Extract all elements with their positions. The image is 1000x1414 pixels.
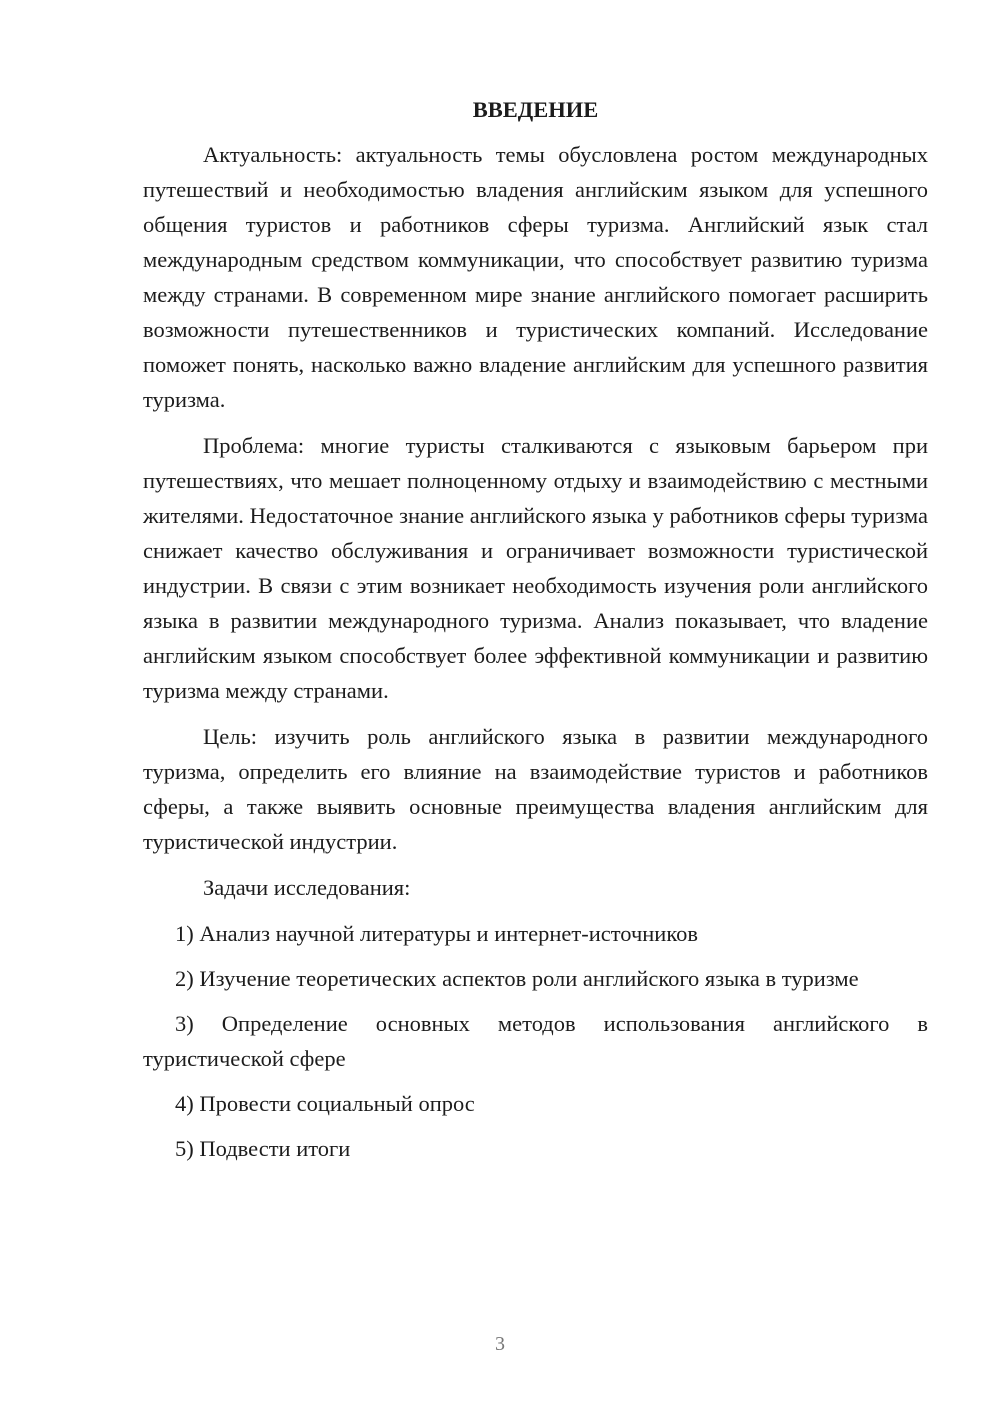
page-number: 3	[495, 1333, 505, 1355]
paragraph-problem: Проблема: многие туристы сталкиваются с языковым барьером при путешествиях, что мешает полноценному отдыху и взаимодействию с местными жителями. Недостаточное знание английского языка у работников сферы туризма снижает качество обслуживания и ограничивает возможности туристической индустрии. В связи с этим возникает необходимость изучения роли английского языка в развитии международного туризма. Анализ показывает, что владение английским языком способствует более эффективной коммуникации и развитию туризма между странами.	[143, 433, 928, 703]
page-content	[143, 92, 928, 1176]
task-item: 5) Подвести итоги	[175, 1136, 351, 1161]
paragraph-relevance: Актуальность: актуальность темы обусловлена ростом международных путешествий и необходимостью владения английским языком для успешного общения туристов и работников сферы туризма. Английский язык стал международным средством коммуникации, что способствует развитию туризма между странами. В современном мире знание английского помогает расширить возможности путешественников и туристических компаний. Исследование поможет понять, насколько важно владение английским для успешного развития туризма.	[143, 142, 928, 412]
section-title: ВВЕДЕНИЕ	[472, 97, 599, 122]
task-item: 2) Изучение теоретических аспектов роли английского языка в туризме	[175, 966, 859, 991]
paragraph-goal: Цель: изучить роль английского языка в развитии международного туризма, определить его влияние на взаимодействие туристов и работников сферы, а также выявить основные преимущества владения английским для туристической индустрии.	[143, 724, 928, 854]
task-item: 4) Провести социальный опрос	[175, 1091, 475, 1116]
task-item: 3) Определение основных методов использования английского в туристической сфере	[143, 1011, 928, 1071]
task-item: 1) Анализ научной литературы и интернет-источников	[175, 921, 699, 946]
tasks-heading: Задачи исследования:	[203, 875, 411, 900]
